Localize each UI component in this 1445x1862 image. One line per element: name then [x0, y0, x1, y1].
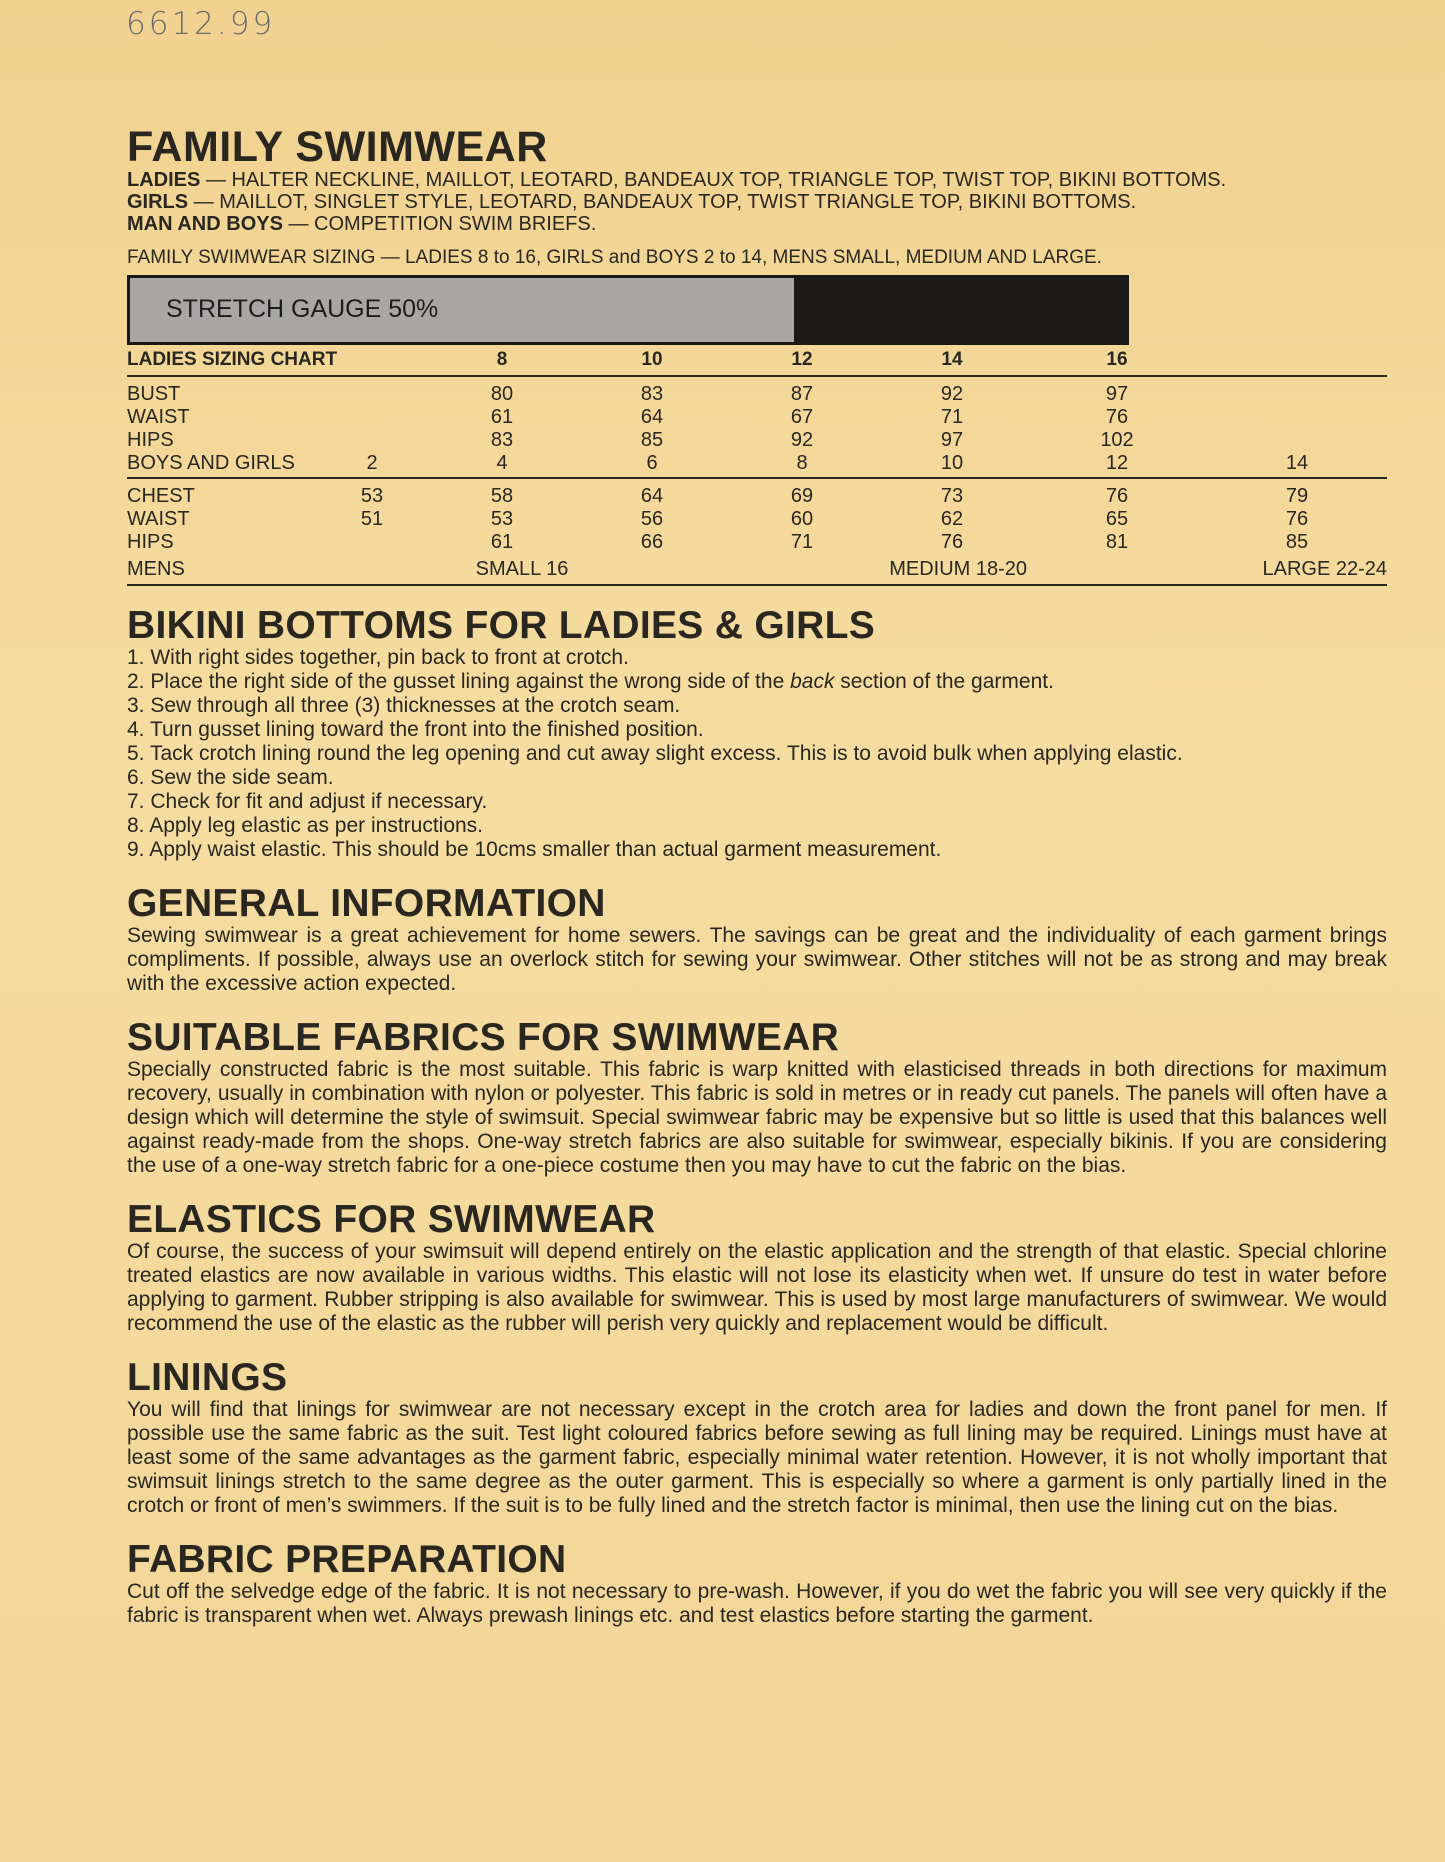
- table-row: WAIST 51 53 56 60 62 65 76: [127, 508, 1309, 530]
- preparation-title: FABRIC PREPARATION: [127, 1538, 567, 1581]
- table-row: HIPS 61 66 71 76 81 85: [127, 531, 1309, 553]
- handwritten-note: 6612.99: [126, 6, 276, 42]
- boys-line: MAN AND BOYS — COMPETITION SWIM BRIEFS.: [127, 213, 597, 235]
- content: [127, 125, 1387, 1628]
- list-item: 7. Check for fit and adjust if necessary.: [127, 790, 488, 813]
- elastics-title: ELASTICS FOR SWIMWEAR: [127, 1198, 656, 1241]
- kids-header-row: BOYS AND GIRLS 2 4 6 8 10 12 14: [127, 452, 1387, 478]
- list-item: 1. With right sides together, pin back to front at crotch.: [127, 646, 629, 669]
- fabrics-text: Specially constructed fabric is the most suitable. This fabric is warp knitted with elasticised threads in both directions for maximum recovery, usually in combination with nylon or polyester. This fabric is sold in metres or in ready cut panels. The panels will often have a design which will determine the style of swimsuit. Special swimwear fabric may be expensive but so little is used that this balances well against ready-made from the shops. One-way stretch fabrics are also suitable for swimwear, especially bikinis. If you are considering the use of a one-way stretch fabric for a one-piece costume then you may have to cut the fabric on the bias.: [127, 1058, 1387, 1177]
- chart-heading: LADIES SIZING CHART: [127, 345, 427, 376]
- list-item: 6. Sew the side seam.: [127, 766, 334, 789]
- linings-section: [127, 1358, 1387, 1518]
- list-item: 8. Apply leg elastic as per instructions.: [127, 814, 484, 837]
- general-section: [127, 884, 1387, 996]
- preparation-section: [127, 1540, 1387, 1628]
- page-title: FAMILY SWIMWEAR: [127, 123, 548, 171]
- stretch-gauge-label: STRETCH GAUGE 50%: [130, 278, 794, 342]
- table-row: HIPS 83 85 92 97 102: [127, 429, 1134, 451]
- general-title: GENERAL INFORMATION: [127, 882, 606, 925]
- bikini-title: BIKINI BOTTOMS FOR LADIES & GIRLS: [127, 604, 876, 647]
- linings-text: You will find that linings for swimwear are not necessary except in the crotch area for ladies and down the front panel for men. If possible use the same fabric as the suit. Test light coloured fabrics before sewing as full lining may be required. Linings must have at least some of the same advantages as the garment fabric, especially minimal water retention. However, it is not wholly important that swimsuit linings stretch to the same degree as the outer garment. This is especially so where a garment is only partially lined in the crotch or front of men’s swimmers. If the suit is to be fully lined and the stretch factor is minimal, then use the lining cut on the bias.: [127, 1398, 1387, 1517]
- sizing-line: FAMILY SWIMWEAR SIZING — LADIES 8 to 16, GIRLS and BOYS 2 to 14, MENS SMALL, MEDIUM AND LARGE.: [127, 247, 1102, 268]
- bikini-section: [127, 606, 1387, 862]
- fabrics-section: [127, 1018, 1387, 1178]
- fabrics-title: SUITABLE FABRICS FOR SWIMWEAR: [127, 1016, 840, 1059]
- table-row: CHEST 53 58 64 69 73 76 79: [127, 485, 1309, 507]
- elastics-section: [127, 1200, 1387, 1336]
- ladies-header-row: LADIES SIZING CHART 8 10 12 14 16: [127, 345, 1387, 376]
- ladies-line: LADIES — HALTER NECKLINE, MAILLOT, LEOTARD, BANDEAUX TOP, TRIANGLE TOP, TWIST TOP, BIKINI BOTTOMS.: [127, 169, 1227, 191]
- table-row: BUST 80 83 87 92 97: [127, 383, 1129, 405]
- list-item: 5. Tack crotch lining round the leg opening and cut away slight excess. This is to avoid bulk when applying elastic.: [127, 742, 1183, 765]
- list-item: 4. Turn gusset lining toward the front into the finished position.: [127, 718, 704, 741]
- list-item: 3. Sew through all three (3) thicknesses at the crotch seam.: [127, 694, 681, 717]
- general-text: Sewing swimwear is a great achievement for home sewers. The savings can be great and the individuality of each garment brings compliments. If possible, always use an overlock stitch for sewing your swimwear. Other stitches will not be as strong and may break with the excessive action expected.: [127, 924, 1387, 995]
- list-item: 9. Apply waist elastic. This should be 10cms smaller than actual garment measurement.: [127, 838, 942, 861]
- stretch-gauge: [127, 275, 1129, 345]
- table-row: WAIST 61 64 67 71 76: [127, 406, 1129, 428]
- mens-row: MENS SMALL 16 MEDIUM 18-20 LARGE 22-24: [127, 554, 1387, 585]
- stretch-gauge-bar: [794, 278, 1126, 342]
- preparation-text: Cut off the selvedge edge of the fabric. It is not necessary to pre-wash. However, if you do wet the fabric you will see very quickly if the fabric is transparent when wet. Always prewash linings etc. and test elastics before starting the garment.: [127, 1580, 1387, 1627]
- bikini-steps: [127, 646, 1387, 862]
- list-item: 2. Place the right side of the gusset lining against the wrong side of the back section of the garment.: [127, 670, 1054, 693]
- girls-line: GIRLS — MAILLOT, SINGLET STYLE, LEOTARD, BANDEAUX TOP, TWIST TRIANGLE TOP, BIKINI BOTTOMS.: [127, 191, 1137, 213]
- elastics-text: Of course, the success of your swimsuit will depend entirely on the elastic application and the strength of that elastic. Special chlorine treated elastics are now available in various widths. This elastic will not lose its elasticity when wet. If unsure do test in water before applying to garment. Rubber stripping is also available for swimwear. This is used by most large manufacturers of swimwear. We would recommend the use of the elastic as the rubber will perish very quickly and replacement would be difficult.: [127, 1240, 1387, 1335]
- linings-title: LININGS: [127, 1356, 288, 1399]
- sizing-chart: [127, 345, 1387, 586]
